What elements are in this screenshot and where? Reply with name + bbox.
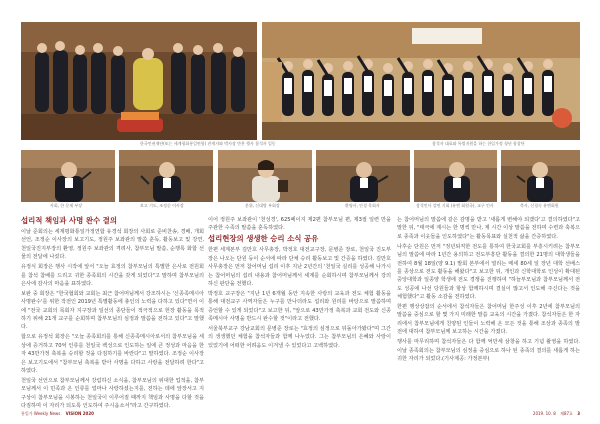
photo-dinner-hall bbox=[21, 22, 257, 140]
caption-speaker-6: 축사, 신경숙 유엔회원 bbox=[520, 203, 559, 208]
caption-top-right: 참석자 대표와 특별지원을 하는 한일가정 청년 합창단 bbox=[432, 141, 525, 146]
paragraph: 행사를 마무리하며 참석자들은 다 함께 억만세 삼창을 하고 기념 촬영을 하였다. 이날 종족회의는 참부모님의 심정을 중심으로 하나 된 종족의 결의를 새롭게 하는 귀한 자리가 되었다.(기사제공: 가정본부) bbox=[397, 339, 580, 362]
paragraph: 나후순 단원은 먼저 "정년퇴직한 전도를 통하여 한국교회를 부흥시키려는 참부모님의 말씀에 따라 1년간 용의하고 전도부흥단 활동을 결의한 21명의 대학생들을 전하여 8월 18일(양 9.1) 발회 본부에서 열리는 메세 80세 일 장년 대학 선배스를 종상으로 전도 활동을 해왔다"고 보고한 뒤, 개인과 신학대학로 인성이 확대된 중앙대학과 일종양 학생에 전도 경쟁을 진행하여 "하늘부모님과 참부모님께서 전도 성공에 나선 당원들과 항상 함께하시며 결실이 많고서 인도해 주신다는 것을 체험했다"고 활동 소감을 전하였다. bbox=[397, 243, 580, 301]
caption-speaker-5: 참석인사 강연 기회 (유엔 회원국), 교구 인사 bbox=[416, 203, 494, 208]
section-heading: 섭리적 책임과 사명 완수 결의 bbox=[21, 216, 117, 225]
paragraph: 천일국 선언으로 참부모님께서 강림하신 소식을, 참부모님의 위대한 업적을, 참부모님께서 이 민족과 온 인류를 얼마나 사랑하셨는지를, 전하는 데에 앞장서고 지구상이 참부모님을 시봉하는 천일국이 이루어질 때까지 책임과 사명을 다할 것을 다짐하며 이 자리가 되도록 인도하여 주시옵소서"라고 간구하였다. bbox=[21, 377, 204, 410]
paragraph: 한편 행상상잡의 순서에서 참석자들은 참어머님 한주성 이후 2년에 참부모님의 말씀을 중심으로 할 몇 가지 미래한 말씀 교육의 시간을 가졌다. 참석자들은 한 자리에서 참부모님에게 친양된 인들이 노력해 온 모든 것을 통해 조상과 종족의 발전에 대하여 참부모님께 보고하는 시간을 가졌다. bbox=[397, 304, 580, 336]
photo-speaker-5 bbox=[414, 150, 497, 202]
article-column-1 bbox=[21, 216, 204, 410]
caption-top-left: 한국인권재단(또는 세계평화통일연합) 관계자와 박사장 만찬 행사 참석자 일동 bbox=[140, 141, 276, 146]
footer-vision: VISION 2020 bbox=[65, 411, 94, 416]
photo-choir-stage bbox=[262, 22, 580, 140]
footer-date: 2019. 10. 8 bbox=[532, 411, 556, 416]
article-column-3 bbox=[397, 216, 580, 406]
paragraph: 한편 세계본부 김만호 사무총장, 박정호 대전교구장, 문병준 장로, 천일국 진도부장은 나오는 단원 등이 순서에 따라 단체 승리 활동보고 및 간증을 하였다. 김만호 사무총장은 먼저 참어머님 섭리 이후 지난 2년간의 '천일국 실리를 성공해 나가시는 참어머님의 섭리 내용과 참어머님께서 세계를 순회하시며 참부모님께서 강의하신 판단을 전했다. bbox=[208, 247, 391, 287]
paragraph: 이어 정원주 보좌관이 '천성경', 625페이지 제2편 참부모님 편, 제3절 일련 만을 주관한 수족의 말씀을 훈독하였다. bbox=[208, 217, 391, 232]
paragraph: 서울북부교구 강남교회의 문병준 장로는 "효정의 심정으로 뒤돌아가봤다"며 그간의 생생했던 체험을 참석자들과 함께 나누었다. 그는 참부모님의 은혜와 사랑이 있었기에 어떠한 어려움도 이겨낼 수 있었다고 고백하였다. bbox=[208, 325, 391, 349]
page-number: 3 bbox=[577, 411, 580, 416]
caption-speaker-3: 분위, 신대방 부회장 bbox=[245, 203, 280, 208]
footer-issue: 제87호 bbox=[560, 411, 573, 416]
caption-speaker-1: 사회, 한 문제 부장 bbox=[50, 203, 83, 208]
footer-right bbox=[533, 410, 580, 418]
paragraph: 유정식 회장은 행사 시작에 앞서 "오늘 효정의 참부모님의 특별한 은사로 전원회를 참석 참배를 드리고 귀한 종족회의 시간을 갖게 되었다"고 말하며 참부모님의 은사에 감사의 마음을 표하였다. bbox=[21, 264, 204, 287]
section-heading: 섭리현장의 생생한 승리 소식 공유 bbox=[208, 234, 319, 244]
paragraph: 보완 중 회장은 "한국협회와 교회는 최근 참어머님께서 강조하시는 '신종족메시아 사명완수'를 위한 작전인 2019년 특별활동에 총인의 노력을 다하고 있다"면서 이에 "전국 교회의 목회자 지구장과 일선의 종단들이 적극적으로 헌장 활동을 목적하기 위해 21개 교구를 순회하며 참부모님의 심정과 말씀을 전하고 있다"고 말했다. bbox=[21, 290, 204, 331]
paragraph: 합으로 유정석 회장은 "오늘 종족회의를 통해 신종족메시아로서의 참부모님을 세상에 증거하고 70억 인류를 천일국 백성으로 인도하는 일에 큰 정성과 마음을 한자 43만가정 축복을 승리할 것을 다짐하기를 바란다"고 말하였다. 조정순 이사장은 보고기도에서 "참부모님 축복을 받아 사명을 다하고 사랑을 전달하려 한다"고 하였다. bbox=[21, 334, 204, 374]
photo-speaker-2 bbox=[119, 150, 213, 202]
photo-speaker-4 bbox=[316, 150, 410, 202]
paragraph: 는 참어머님의 말씀에 같은 감명을 받고 '새롭게 변해야 되겠다'고 결의하였다"고 말한 뒤, "태극에 계시는 한 명씩 만나, 제 시간 이상 말씀을 전하며 수련과 축복으로 종족과 이웃들을 인도하였다"는 활동목표와 실천적 삶을 간증하였다. bbox=[397, 217, 580, 240]
paragraph: 박정호 교구장은 "지난 1년 6개월 동안 지속한 사랑의 교육과 전도 체험 활동을 통해 대전교구 사역자들은 누구를 만나더라도 섭리와 원리를 바탕으로 말씀하며 증언할 수 있게 되었다"고 보고한 뒤, "앞으로 43만가정 축복과 교회 전도와 신종족메시아 사명을 반드시 완수할 것"이라고 전했다. bbox=[208, 290, 391, 323]
footer-brand: 통일가 Weekly News bbox=[21, 411, 61, 416]
photo-speaker-1 bbox=[21, 150, 115, 202]
photo-speaker-3 bbox=[218, 150, 312, 202]
footer-left bbox=[21, 410, 94, 418]
photo-speaker-6 bbox=[501, 150, 580, 202]
paragraph: 이날 준회의는 세계평화통일가정연합 유경석 회장의 사회로 준비찬송, 경배, 개회선언, 조정순 이사장의 보고기도, 정원주 보좌관의 말씀 훈독, 활동보고 및 강연, 천일국진지부장의 환영, 정원주 보좌관의 격려사, 참부모님 말씀, 순행록 화합 선물의 전달에 나섰다. bbox=[21, 229, 204, 261]
caption-speaker-4: 환영사, 안경 목회자 bbox=[345, 203, 380, 208]
caption-speaker-2: 보고 기도, 조정순 이사장 bbox=[140, 203, 184, 208]
article-column-2 bbox=[208, 216, 391, 406]
